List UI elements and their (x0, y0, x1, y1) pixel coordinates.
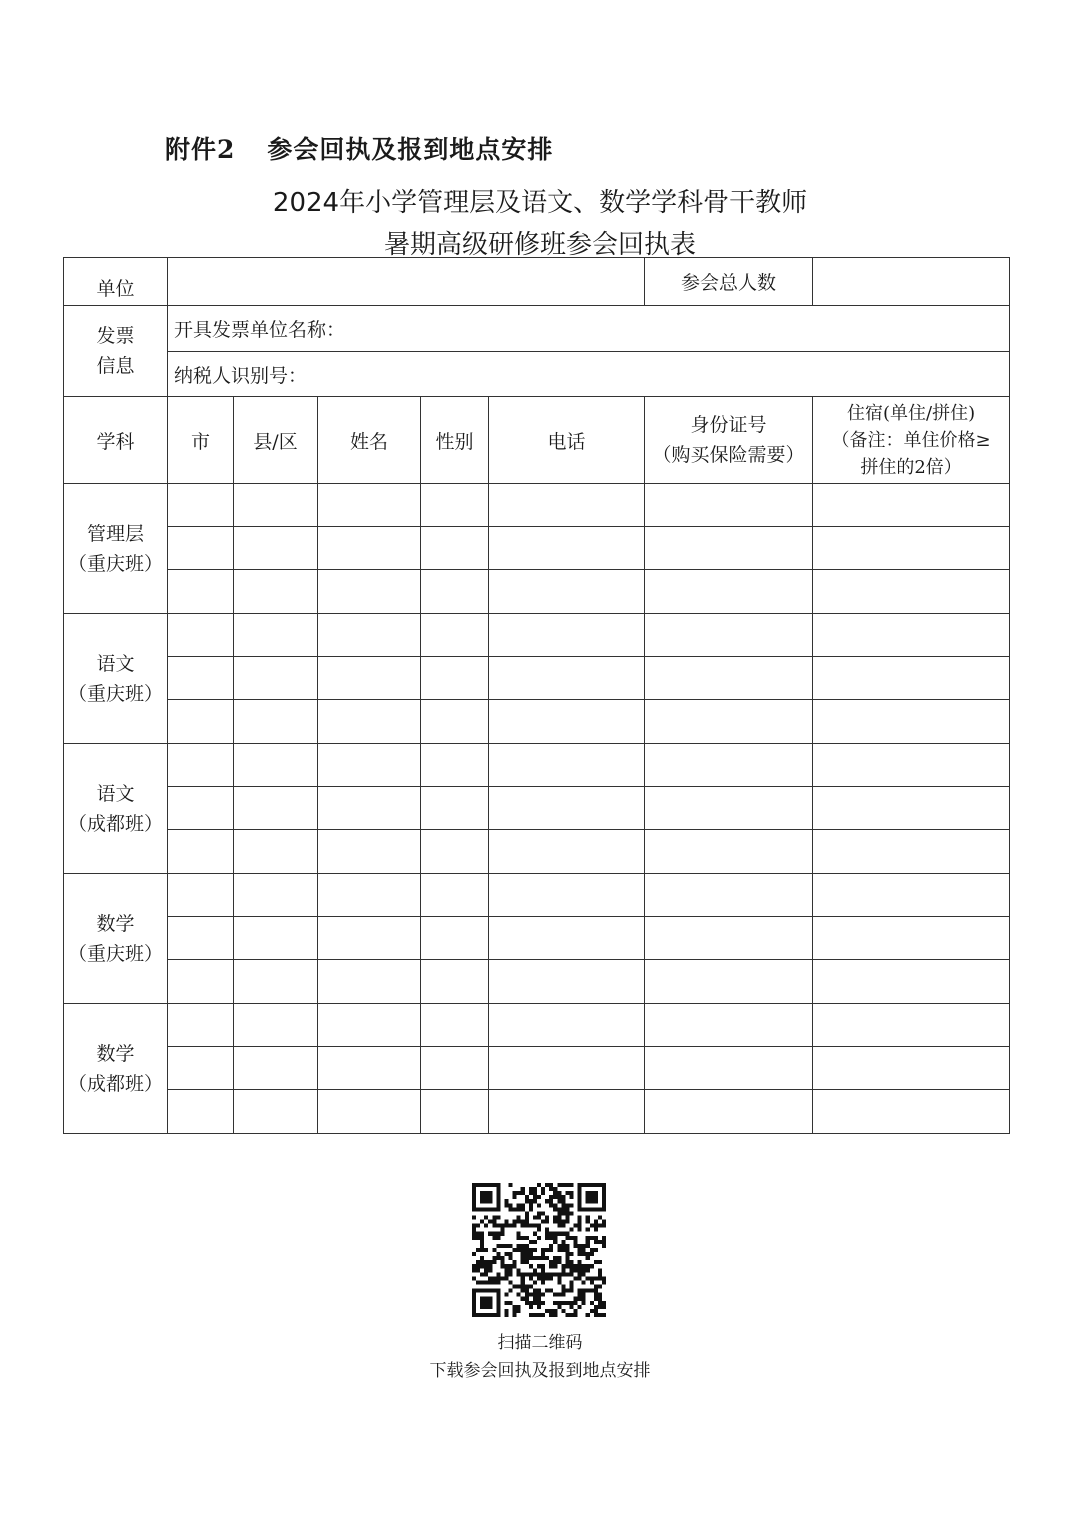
phone-cell[interactable] (489, 830, 645, 874)
invoice-company-label: 开具发票单位名称： (174, 319, 346, 341)
phone-cell[interactable] (489, 1004, 645, 1047)
participant-row (64, 484, 1010, 527)
gender-cell[interactable] (421, 874, 489, 917)
participant-row (64, 657, 1010, 700)
id-number-cell[interactable] (645, 527, 813, 570)
invoice-label-line1: 发票 (96, 325, 135, 347)
gender-cell[interactable] (421, 527, 489, 570)
lodging-cell[interactable] (813, 744, 1010, 787)
city-cell[interactable] (168, 744, 234, 787)
gender-cell[interactable] (421, 960, 489, 1004)
county-cell[interactable] (234, 657, 318, 700)
attachment-label: 附件2 (165, 135, 236, 164)
participant-row (64, 1090, 1010, 1134)
lodging-cell[interactable] (813, 874, 1010, 917)
gender-cell[interactable] (421, 700, 489, 744)
lodging-cell[interactable] (813, 614, 1010, 657)
invoice-company-field[interactable] (168, 306, 1010, 352)
id-number-cell[interactable] (645, 960, 813, 1004)
city-cell[interactable] (168, 614, 234, 657)
county-cell[interactable] (234, 570, 318, 614)
subject-group-label (64, 874, 168, 1004)
phone-cell[interactable] (489, 614, 645, 657)
county-cell[interactable] (234, 874, 318, 917)
county-cell[interactable] (234, 527, 318, 570)
id-number-cell[interactable] (645, 917, 813, 960)
id-number-cell[interactable] (645, 614, 813, 657)
participant-row (64, 960, 1010, 1004)
lodging-cell[interactable] (813, 484, 1010, 527)
lodging-header-line2: （备注：单住价格≥ (831, 429, 991, 451)
subject-group-line2: （成都班） (67, 812, 163, 835)
phone-cell[interactable] (489, 700, 645, 744)
subject-header: 学科 (64, 397, 168, 484)
name-cell[interactable] (318, 960, 421, 1004)
gender-cell[interactable] (421, 1004, 489, 1047)
participant-row (64, 1004, 1010, 1047)
city-cell[interactable] (168, 1004, 234, 1047)
lodging-cell[interactable] (813, 830, 1010, 874)
id-number-cell[interactable] (645, 570, 813, 614)
invoice-info-label (64, 306, 168, 397)
subject-group-line2: （重庆班） (67, 682, 163, 705)
participant-row (64, 527, 1010, 570)
subject-group-line2: （重庆班） (67, 552, 163, 575)
county-cell[interactable] (234, 700, 318, 744)
gender-cell[interactable] (421, 917, 489, 960)
subject-group-line1: 语文 (96, 652, 135, 675)
column-header-row (64, 397, 1010, 484)
participant-row (64, 744, 1010, 787)
id-number-cell[interactable] (645, 744, 813, 787)
name-cell[interactable] (318, 614, 421, 657)
county-cell[interactable] (234, 787, 318, 830)
city-cell[interactable] (168, 960, 234, 1004)
total-attendees-input[interactable] (813, 258, 1010, 306)
county-cell[interactable] (234, 1047, 318, 1090)
participant-row (64, 830, 1010, 874)
form-title-line2: 暑期高级研修班参会回执表 (383, 230, 696, 260)
taxpayer-id-field[interactable] (168, 352, 1010, 397)
id-header-line1: 身份证号 (690, 414, 767, 436)
lodging-cell[interactable] (813, 657, 1010, 700)
county-cell[interactable] (234, 1004, 318, 1047)
id-header-line2: （购买保险需要） (652, 444, 805, 466)
id-number-cell[interactable] (645, 657, 813, 700)
participant-row (64, 917, 1010, 960)
subject-group-line1: 语文 (96, 782, 135, 805)
county-cell[interactable] (234, 917, 318, 960)
phone-cell[interactable] (489, 1090, 645, 1134)
attachment-heading (165, 130, 553, 166)
gender-cell[interactable] (421, 787, 489, 830)
phone-cell[interactable] (489, 570, 645, 614)
name-cell[interactable] (318, 744, 421, 787)
participant-row (64, 570, 1010, 614)
name-cell[interactable] (318, 570, 421, 614)
city-cell[interactable] (168, 657, 234, 700)
city-cell[interactable] (168, 917, 234, 960)
subject-group-label (64, 744, 168, 874)
name-cell[interactable] (318, 657, 421, 700)
name-cell[interactable] (318, 484, 421, 527)
participant-row (64, 874, 1010, 917)
city-cell[interactable] (168, 830, 234, 874)
lodging-header-line1: 住宿(单住/拼住) (847, 402, 976, 424)
subject-group-label (64, 484, 168, 614)
name-cell[interactable] (318, 917, 421, 960)
lodging-cell[interactable] (813, 1047, 1010, 1090)
participant-rows (64, 484, 1010, 1134)
phone-cell[interactable] (489, 917, 645, 960)
county-cell[interactable] (234, 484, 318, 527)
phone-cell[interactable] (489, 874, 645, 917)
name-cell[interactable] (318, 787, 421, 830)
participant-row (64, 700, 1010, 744)
attachment-title: 参会回执及报到地点安排 (267, 135, 554, 164)
phone-cell[interactable] (489, 657, 645, 700)
county-cell[interactable] (234, 1090, 318, 1134)
participant-row (64, 1047, 1010, 1090)
name-cell[interactable] (318, 1004, 421, 1047)
qr-caption-line2: 下载参会回执及报到地点安排 (429, 1361, 651, 1381)
gender-cell[interactable] (421, 484, 489, 527)
county-cell[interactable] (234, 744, 318, 787)
city-cell[interactable] (168, 484, 234, 527)
id-number-cell[interactable] (645, 830, 813, 874)
phone-cell[interactable] (489, 787, 645, 830)
qr-code-icon (472, 1183, 606, 1317)
gender-cell[interactable] (421, 570, 489, 614)
id-number-cell[interactable] (645, 484, 813, 527)
subject-group-line1: 数学 (96, 1042, 135, 1065)
unit-input[interactable] (168, 258, 645, 306)
participant-row (64, 787, 1010, 830)
lodging-cell[interactable] (813, 700, 1010, 744)
name-header: 姓名 (318, 397, 421, 484)
gender-cell[interactable] (421, 1047, 489, 1090)
subject-group-line1: 管理层 (86, 522, 144, 545)
city-cell[interactable] (168, 1047, 234, 1090)
phone-cell[interactable] (489, 527, 645, 570)
invoice-label-line2: 信息 (96, 355, 135, 377)
id-number-cell[interactable] (645, 700, 813, 744)
phone-cell[interactable] (489, 1047, 645, 1090)
total-attendees-label: 参会总人数 (645, 258, 813, 306)
gender-cell[interactable] (421, 1090, 489, 1134)
name-cell[interactable] (318, 527, 421, 570)
id-number-cell[interactable] (645, 1047, 813, 1090)
lodging-header (813, 397, 1010, 484)
subject-group-label (64, 1004, 168, 1134)
name-cell[interactable] (318, 1047, 421, 1090)
registration-form-table (63, 257, 1010, 1134)
phone-cell[interactable] (489, 744, 645, 787)
city-cell[interactable] (168, 700, 234, 744)
qr-caption-line1: 扫描二维码 (497, 1333, 583, 1353)
unit-label: 单位 (64, 258, 168, 306)
county-cell[interactable] (234, 830, 318, 874)
county-cell[interactable] (234, 614, 318, 657)
city-cell[interactable] (168, 874, 234, 917)
city-cell[interactable] (168, 527, 234, 570)
id-number-cell[interactable] (645, 787, 813, 830)
city-cell[interactable] (168, 1090, 234, 1134)
lodging-header-line3: 拼住的2倍） (860, 456, 962, 478)
city-cell[interactable] (168, 570, 234, 614)
city-header: 市 (168, 397, 234, 484)
subject-group-line2: （重庆班） (67, 942, 163, 965)
lodging-cell[interactable] (813, 570, 1010, 614)
name-cell[interactable] (318, 874, 421, 917)
form-title-line1: 2024年小学管理层及语文、数学学科骨干教师 (272, 188, 808, 218)
city-cell[interactable] (168, 787, 234, 830)
phone-header: 电话 (489, 397, 645, 484)
lodging-cell[interactable] (813, 527, 1010, 570)
lodging-cell[interactable] (813, 1090, 1010, 1134)
county-header: 县/区 (234, 397, 318, 484)
subject-group-line2: （成都班） (67, 1072, 163, 1095)
id-number-cell[interactable] (645, 874, 813, 917)
name-cell[interactable] (318, 1090, 421, 1134)
subject-group-line1: 数学 (96, 912, 135, 935)
gender-cell[interactable] (421, 744, 489, 787)
lodging-cell[interactable] (813, 917, 1010, 960)
lodging-cell[interactable] (813, 1004, 1010, 1047)
phone-cell[interactable] (489, 484, 645, 527)
gender-cell[interactable] (421, 830, 489, 874)
lodging-cell[interactable] (813, 787, 1010, 830)
name-cell[interactable] (318, 700, 421, 744)
county-cell[interactable] (234, 960, 318, 1004)
gender-cell[interactable] (421, 657, 489, 700)
name-cell[interactable] (318, 830, 421, 874)
subject-group-label (64, 614, 168, 744)
participant-row (64, 614, 1010, 657)
lodging-cell[interactable] (813, 960, 1010, 1004)
gender-cell[interactable] (421, 614, 489, 657)
id-number-cell[interactable] (645, 1090, 813, 1134)
gender-header: 性别 (421, 397, 489, 484)
taxpayer-id-label: 纳税人识别号： (174, 364, 308, 387)
phone-cell[interactable] (489, 960, 645, 1004)
id-number-cell[interactable] (645, 1004, 813, 1047)
id-number-header (645, 397, 813, 484)
